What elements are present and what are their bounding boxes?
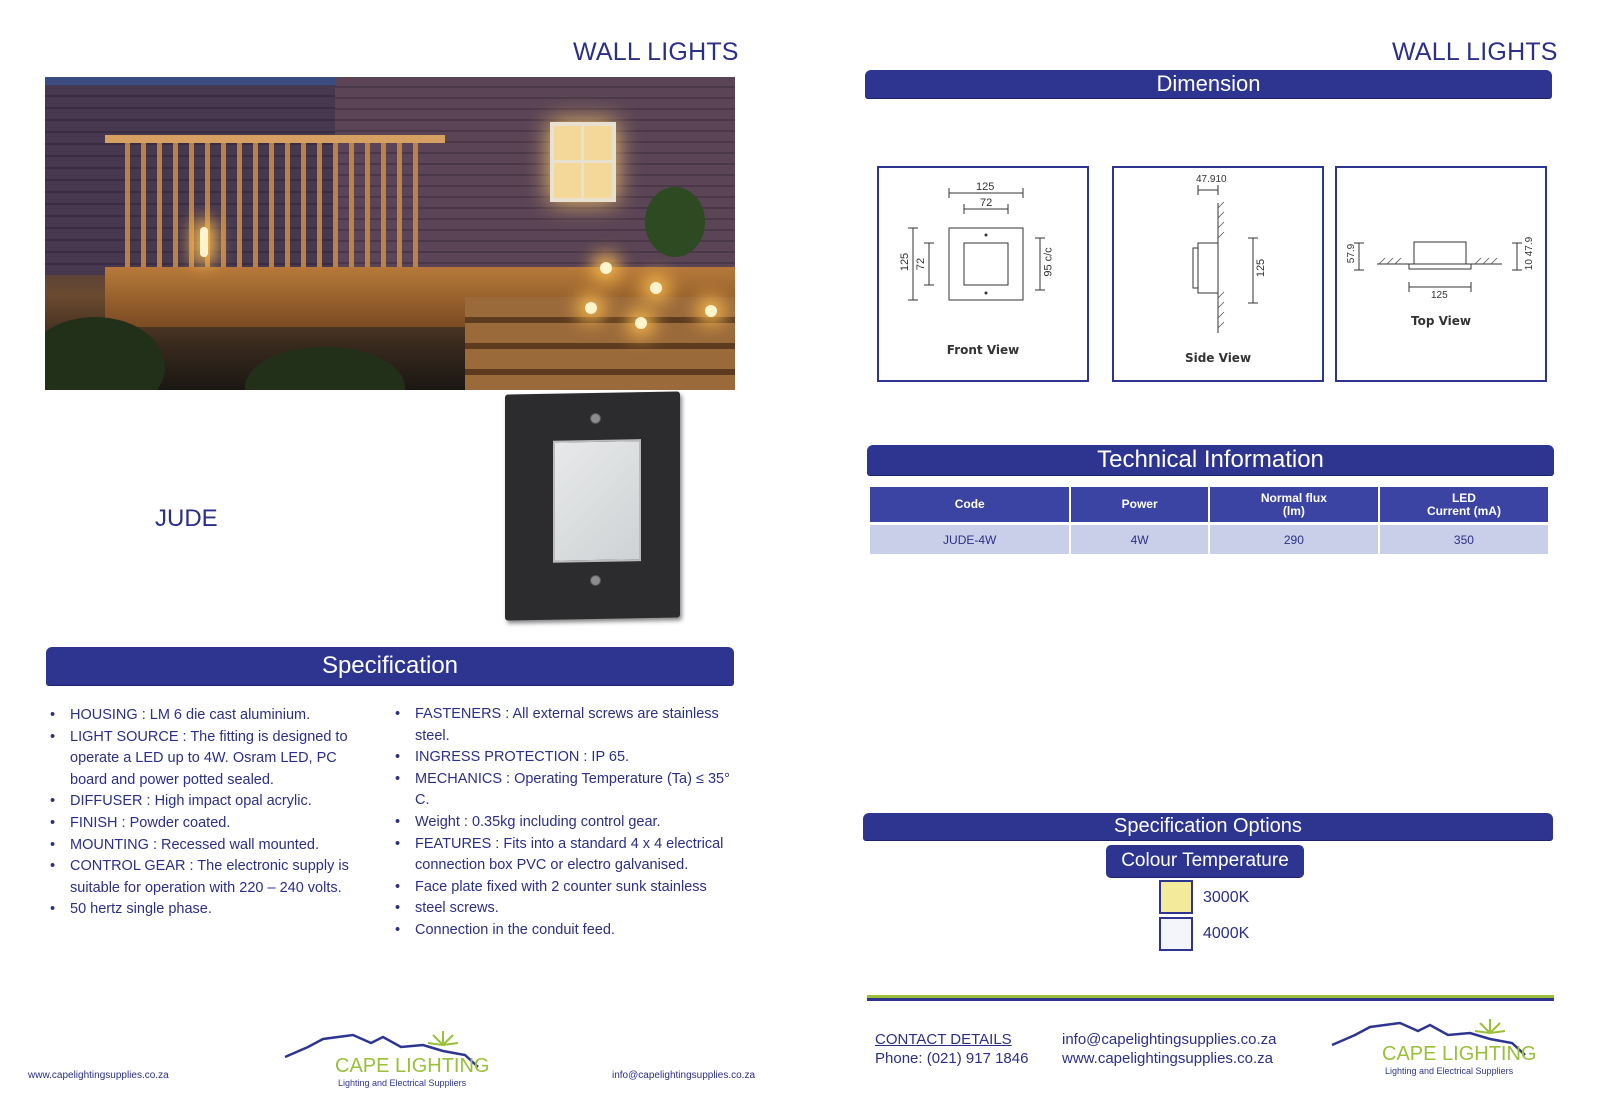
swatch-3000k[interactable] (1159, 880, 1193, 914)
page-title-left: WALL LIGHTS (573, 38, 739, 66)
options-banner (863, 813, 1553, 840)
spec-item: • INGRESS PROTECTION : IP 65. (395, 747, 740, 769)
spec-item: • Face plate fixed with 2 counter sunk stainless (395, 877, 740, 899)
spec-item: • LIGHT SOURCE : The fitting is designed to operate a LED up to 4W. Osram LED, PC board and power potted sealed. (50, 727, 370, 792)
cell-current: 350 (1380, 522, 1548, 554)
table-row (870, 522, 1548, 554)
spec-item: • MOUNTING : Recessed wall mounted. (50, 835, 370, 857)
spec-item: • Weight : 0.35kg including control gear. (395, 812, 740, 834)
contact-website[interactable]: www.capelightingsupplies.co.za (1062, 1050, 1273, 1067)
product-image (505, 391, 680, 620)
side-view-drawing (1112, 166, 1324, 382)
spec-item: • DIFFUSER : High impact opal acrylic. (50, 791, 370, 813)
logo-name: CAPE LIGHTING (1382, 1043, 1537, 1065)
top-view-drawing (1335, 166, 1547, 382)
header-power: Power (1071, 487, 1207, 522)
technical-table (868, 487, 1550, 554)
cell-flux: 290 (1210, 522, 1378, 554)
options-heading: Specification Options (1114, 815, 1302, 837)
product-name: JUDE (155, 505, 218, 532)
cell-code: JUDE-4W (870, 522, 1069, 554)
top-left-dim: 57.9 (1346, 243, 1358, 264)
dimension-banner (865, 70, 1552, 98)
option-3000k-label: 3000K (1203, 889, 1250, 906)
top-width: 125 (1431, 290, 1448, 301)
contact-phone[interactable]: Phone: (021) 917 1846 (875, 1050, 1029, 1067)
technical-banner (867, 445, 1554, 475)
front-height-inner: 72 (915, 257, 928, 271)
side-depth: 47.910 (1196, 174, 1227, 185)
cape-lighting-logo-left (283, 1025, 488, 1095)
option-4000k-label: 4000K (1203, 925, 1250, 942)
spec-item: • FINISH : Powder coated. (50, 813, 370, 835)
header-current: LED Current (mA) (1380, 487, 1548, 522)
logo-tagline: Lighting and Electrical Suppliers (1385, 1066, 1514, 1076)
colour-temperature-banner (1106, 845, 1304, 877)
spec-item: • FEATURES : Fits into a standard 4 x 4 electrical connection box PVC or electro galvanised. (395, 834, 740, 877)
page-title-right: WALL LIGHTS (1392, 38, 1558, 66)
spec-list-col1 (50, 705, 370, 921)
footer-website[interactable]: www.capelightingsupplies.co.za (28, 1070, 169, 1081)
front-width-outer: 125 (976, 181, 995, 193)
product-installation-photo (45, 77, 735, 390)
spec-item: • MECHANICS : Operating Temperature (Ta) ≤ 35° C. (395, 769, 740, 812)
front-view-drawing (877, 166, 1089, 382)
swatch-4000k[interactable] (1159, 917, 1193, 951)
front-cc: 95 c/c (1042, 247, 1055, 277)
front-height-outer: 125 (899, 252, 912, 272)
top-right-dim: 10 47.9 (1524, 236, 1536, 271)
cell-power: 4W (1071, 522, 1207, 554)
spec-item: • HOUSING : LM 6 die cast aluminium. (50, 705, 370, 727)
side-view-label: Side View (1184, 351, 1252, 365)
dimension-heading: Dimension (1156, 71, 1261, 96)
spec-item: • steel screws. (395, 898, 740, 920)
logo-name: CAPE LIGHTING (335, 1055, 490, 1077)
specification-banner (46, 647, 734, 685)
footer-email[interactable]: info@capelightingsupplies.co.za (612, 1070, 756, 1081)
spec-item: • FASTENERS : All external screws are stainless steel. (395, 704, 740, 747)
footer-divider-blue (867, 998, 1554, 1001)
cape-lighting-logo-right (1330, 1013, 1535, 1083)
colour-heading: Colour Temperature (1121, 850, 1289, 871)
side-height: 125 (1255, 258, 1268, 278)
spec-item: • CONTROL GEAR : The electronic supply is suitable for operation with 220 – 240 volts. (50, 856, 370, 899)
spec-list-col2 (395, 704, 740, 942)
contact-email[interactable]: info@capelightingsupplies.co.za (1062, 1031, 1277, 1048)
logo-tagline: Lighting and Electrical Suppliers (338, 1078, 467, 1088)
top-view-label: Top View (1410, 314, 1472, 328)
specification-heading: Specification (321, 652, 459, 679)
contact-heading: CONTACT DETAILS (875, 1031, 1012, 1048)
spec-item: • Connection in the conduit feed. (395, 920, 740, 942)
header-flux: Normal flux (lm) (1210, 487, 1378, 522)
header-code: Code (870, 487, 1069, 522)
technical-heading: Technical Information (1097, 446, 1324, 473)
spec-item: • 50 hertz single phase. (50, 899, 370, 921)
front-view-label: Front View (946, 343, 1020, 357)
front-width-inner: 72 (980, 197, 993, 209)
